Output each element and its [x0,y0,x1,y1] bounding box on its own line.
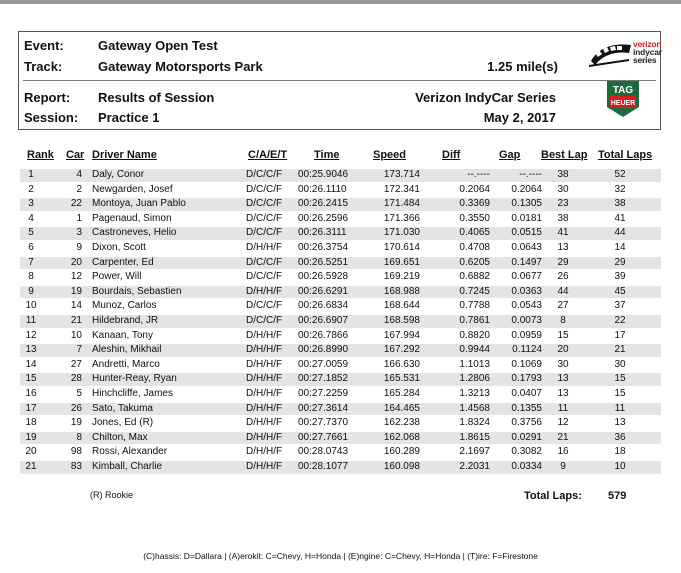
cell-time: 00:26.8990 [298,344,349,356]
cell-time: 00:28.0743 [298,446,349,458]
cell-diff: 1.8615 [459,431,490,443]
cell-caet: D/C/C/F [246,169,283,180]
cell-best-lap: 26 [557,271,569,283]
cell-speed: 172.341 [383,183,420,195]
cell-rank: 20 [25,446,37,458]
cell-gap: 0.0363 [511,285,542,297]
cell-rank: 6 [28,242,34,253]
cell-total-laps: 18 [614,446,626,458]
cell-driver: Pagenaud, Simon [92,212,172,224]
cell-time: 00:26.7866 [298,329,349,341]
cell-car: 14 [70,300,82,312]
cell-speed: 168.988 [383,285,420,297]
verizon-text: verizon [633,39,662,49]
cell-rank: 14 [25,358,37,370]
cell-rank: 19 [25,431,37,443]
table-row [20,359,661,372]
cell-caet: D/H/H/F [246,461,283,472]
cell-time: 00:27.1852 [298,373,349,385]
cell-best-lap: 16 [557,446,569,458]
cell-speed: 169.219 [383,271,420,283]
cell-time: 00:26.2596 [298,212,349,224]
cell-driver: Dixon, Scott [92,242,146,253]
cell-diff: 0.4708 [459,242,490,253]
cell-car: 19 [70,285,82,297]
session-value: Practice 1 [98,110,160,125]
cell-car: 7 [76,344,82,356]
tag-text: TAG [612,85,634,96]
cell-rank: 12 [25,329,37,341]
event-value: Gateway Open Test [98,38,218,53]
cell-rank: 5 [28,227,34,239]
col-total-laps: Total Laps [598,149,653,161]
cell-driver: Castroneves, Helio [92,227,177,239]
table-row [20,446,661,459]
cell-diff: --.---- [467,169,490,180]
series-name: Verizon IndyCar Series [415,90,556,105]
cell-caet: D/C/C/F [246,183,283,195]
col-diff: Diff [442,149,461,161]
cell-car: 8 [76,431,82,443]
cell-driver: Aleshin, Mikhail [92,344,162,356]
cell-best-lap: 29 [557,256,569,268]
cell-time: 00:26.5251 [298,256,349,268]
cell-car: 20 [70,256,82,268]
cell-speed: 167.292 [383,344,420,356]
col-caet: C/A/E/T [248,149,288,161]
cell-total-laps: 17 [614,329,626,341]
cell-car: 10 [70,329,82,341]
cell-rank: 4 [28,212,34,224]
cell-gap: 0.3082 [511,446,542,458]
cell-speed: 171.030 [383,227,420,239]
cell-diff: 0.2064 [459,183,490,195]
cell-driver: Daly, Conor [92,169,145,180]
cell-speed: 164.465 [383,402,420,414]
cell-best-lap: 13 [557,242,569,253]
cell-diff: 0.6882 [459,271,490,283]
cell-time: 00:26.6291 [298,285,349,297]
cell-car: 12 [70,271,82,283]
cell-rank: 18 [25,417,37,429]
cell-driver: Rossi, Alexander [92,446,168,458]
table-row [20,373,661,386]
cell-diff: 1.2806 [459,373,490,385]
cell-gap: 0.0407 [511,388,542,399]
table-row [20,286,661,299]
cell-car: 26 [70,402,82,414]
cell-diff: 1.3213 [459,388,490,399]
cell-caet: D/C/C/F [246,300,283,312]
cell-rank: 2 [28,183,34,195]
cell-car: 9 [76,242,82,253]
cell-gap: 0.0643 [511,242,542,253]
cell-time: 00:27.7370 [298,417,349,429]
cell-rank: 15 [25,373,37,385]
cell-rank: 1 [28,169,34,180]
cell-total-laps: 44 [614,227,626,239]
table-row [20,227,661,240]
cell-total-laps: 10 [614,461,626,472]
session-label: Session: [24,110,79,125]
table-row [20,315,661,328]
cell-car: 2 [76,183,82,195]
cell-best-lap: 12 [557,417,569,429]
cell-gap: 0.0334 [511,461,542,472]
session-date: May 2, 2017 [483,110,556,125]
cell-rank: 7 [28,256,34,268]
cell-speed: 165.284 [383,388,420,399]
cell-gap: 0.0677 [511,271,542,283]
cell-driver: Power, Will [92,271,142,283]
cell-car: 4 [76,169,82,180]
cell-total-laps: 11 [614,402,626,414]
total-laps-label: Total Laps: [524,490,582,502]
cell-total-laps: 45 [614,285,626,297]
cell-total-laps: 22 [614,315,626,326]
cell-time: 00:27.0059 [298,358,349,370]
cell-gap: 0.1793 [511,373,542,385]
cell-diff: 0.3550 [459,212,490,224]
tag-heuer-logo [605,79,641,119]
top-divider [0,0,681,4]
cell-gap: 0.0515 [511,227,542,239]
cell-time: 00:26.6834 [298,300,349,312]
table-row [20,432,661,445]
cell-speed: 171.366 [383,212,420,224]
header-divider [23,80,656,81]
cell-car: 21 [70,315,82,326]
cell-driver: Hunter-Reay, Ryan [92,373,177,385]
cell-best-lap: 8 [560,315,566,326]
cell-diff: 0.7788 [459,300,490,312]
report-label: Report: [24,90,71,105]
cell-speed: 170.614 [383,242,420,253]
cell-driver: Montoya, Juan Pablo [92,198,186,210]
cell-rank: 3 [28,198,34,210]
cell-time: 00:28.1077 [298,461,349,472]
cell-caet: D/H/H/F [246,285,283,297]
cell-total-laps: 13 [614,417,626,429]
cell-car: 3 [76,227,82,239]
cell-caet: D/C/C/F [246,271,283,283]
cell-speed: 173.714 [383,169,420,180]
cell-car: 5 [76,388,82,399]
cell-best-lap: 15 [557,329,569,341]
col-gap: Gap [499,149,521,161]
table-row [20,403,661,416]
cell-driver: Kanaan, Tony [92,329,153,341]
cell-total-laps: 39 [614,271,626,283]
table-row [20,198,661,211]
report-value: Results of Session [98,90,215,105]
cell-total-laps: 15 [614,388,626,399]
table-row [20,461,661,474]
cell-caet: D/C/C/F [246,256,283,268]
rookie-note: (R) Rookie [90,490,134,500]
cell-best-lap: 38 [557,212,569,224]
cell-best-lap: 13 [557,388,569,399]
track-label: Track: [24,59,63,74]
cell-gap: 0.1355 [511,402,542,414]
cell-time: 00:26.5928 [298,271,349,283]
cell-time: 00:26.1110 [298,183,347,195]
cell-caet: D/C/C/F [246,227,283,239]
cell-rank: 16 [25,388,37,399]
cell-gap: 0.0291 [511,431,542,443]
cell-rank: 17 [25,402,37,414]
cell-total-laps: 30 [614,358,626,370]
col-time: Time [314,149,340,161]
cell-driver: Andretti, Marco [92,358,160,370]
cell-total-laps: 21 [614,344,626,356]
cell-caet: D/H/H/F [246,344,283,356]
cell-total-laps: 15 [614,373,626,385]
results-table-header [0,149,681,163]
cell-caet: D/H/H/F [246,242,283,253]
table-row [20,388,661,401]
cell-driver: Chilton, Max [92,431,148,443]
cell-gap: --.---- [519,169,542,180]
track-value: Gateway Motorsports Park [98,59,263,74]
cell-best-lap: 38 [557,169,569,180]
cell-gap: 0.0073 [511,315,542,326]
cell-rank: 13 [25,344,37,356]
table-row [20,213,661,226]
indycar-text: indycar [633,47,662,57]
cell-total-laps: 32 [614,183,626,195]
col-best-lap: Best Lap [541,149,588,161]
cell-speed: 162.238 [383,417,420,429]
col-rank: Rank [27,149,54,161]
cell-total-laps: 14 [614,242,626,253]
cell-diff: 1.1013 [459,358,490,370]
cell-caet: D/C/C/F [246,315,283,326]
cell-caet: D/H/H/F [246,373,283,385]
cell-diff: 0.3369 [459,198,490,210]
cell-rank: 9 [28,285,34,297]
cell-rank: 11 [25,315,37,326]
cell-speed: 165.531 [383,373,420,385]
cell-driver: Hinchcliffe, James [92,388,173,399]
cell-time: 00:27.7661 [298,431,349,443]
cell-gap: 0.1069 [511,358,542,370]
cell-speed: 166.630 [383,358,420,370]
table-row [20,330,661,343]
table-row [20,257,661,270]
cell-total-laps: 38 [614,198,626,210]
cell-car: 1 [76,212,82,224]
cell-driver: Jones, Ed (R) [92,417,154,429]
cell-best-lap: 30 [557,183,569,195]
cell-total-laps: 37 [614,300,626,312]
cell-speed: 162.068 [383,431,420,443]
verizon-indycar-logo [589,39,662,68]
cell-gap: 0.0181 [511,212,542,224]
cell-caet: D/H/H/F [246,446,283,458]
cell-rank: 8 [28,271,34,283]
cell-car: 19 [70,417,82,429]
cell-time: 00:27.2259 [298,388,349,399]
cell-total-laps: 36 [614,431,626,443]
cell-time: 00:26.3754 [298,242,349,253]
cell-time: 00:27.3614 [298,402,349,414]
cell-caet: D/H/H/F [246,402,283,414]
cell-time: 00:26.3111 [298,227,347,239]
cell-speed: 168.644 [383,300,420,312]
table-row [20,417,661,430]
cell-driver: Sato, Takuma [92,402,153,414]
cell-driver: Carpenter, Ed [92,256,154,268]
col-speed: Speed [373,149,407,161]
cell-best-lap: 13 [557,373,569,385]
cell-best-lap: 21 [557,431,569,443]
cell-caet: D/C/C/F [246,212,283,224]
legend-footnote: (C)hassis: D=Dallara | (A)erokit: C=Chevy, H=Honda | (E)ngine: C=Chevy, H=Honda | (T)ire: F=Firestone [143,551,538,561]
cell-caet: D/C/C/F [246,198,283,210]
cell-driver: Newgarden, Josef [92,183,173,195]
checkered-flag-icon [589,41,633,67]
report-header [18,31,661,130]
cell-car: 22 [70,198,82,210]
cell-speed: 168.598 [383,315,420,326]
cell-driver: Hildebrand, JR [92,315,159,326]
cell-diff: 0.7861 [459,315,490,326]
table-row [20,300,661,313]
cell-diff: 0.9944 [459,344,490,356]
cell-gap: 0.3756 [511,417,542,429]
table-row [20,344,661,357]
cell-speed: 160.289 [383,446,420,458]
series-text: series [633,55,657,65]
cell-caet: D/H/H/F [246,431,283,443]
cell-gap: 0.1497 [511,256,542,268]
cell-caet: D/H/H/F [246,417,283,429]
cell-rank: 10 [25,300,37,312]
cell-diff: 2.2031 [459,461,490,472]
cell-speed: 169.651 [383,256,420,268]
cell-diff: 1.4568 [459,402,490,414]
cell-gap: 0.0543 [511,300,542,312]
event-label: Event: [24,38,64,53]
cell-time: 00:26.2415 [298,198,349,210]
table-row [20,184,661,197]
cell-best-lap: 11 [557,402,569,414]
cell-diff: 0.7245 [459,285,490,297]
cell-car: 28 [70,373,82,385]
cell-best-lap: 23 [557,198,569,210]
cell-gap: 0.1124 [512,344,542,356]
cell-diff: 2.1697 [459,446,490,458]
cell-best-lap: 44 [557,285,569,297]
table-row [20,169,661,182]
cell-rank: 21 [25,461,37,472]
cell-best-lap: 30 [557,358,569,370]
cell-diff: 1.8324 [459,417,490,429]
cell-diff: 0.8820 [459,329,490,341]
cell-caet: D/H/H/F [246,358,283,370]
cell-driver: Munoz, Carlos [92,300,157,312]
table-row [20,242,661,255]
cell-driver: Kimball, Charlie [92,461,163,472]
cell-caet: D/H/H/F [246,388,283,399]
cell-diff: 0.6205 [459,256,490,268]
heuer-text: HEUER [610,100,636,107]
cell-time: 00:25.9046 [298,169,349,180]
cell-total-laps: 29 [614,256,626,268]
cell-best-lap: 41 [557,227,569,239]
cell-car: 27 [70,358,82,370]
col-car: Car [66,149,85,161]
cell-car: 98 [70,446,82,458]
total-laps-value: 579 [608,490,627,502]
cell-total-laps: 52 [614,169,626,180]
cell-total-laps: 41 [614,212,626,224]
cell-gap: 0.1305 [511,198,542,210]
cell-diff: 0.4065 [459,227,490,239]
cell-driver: Bourdais, Sebastien [92,285,182,297]
cell-speed: 171.484 [383,198,420,210]
cell-caet: D/H/H/F [246,329,283,341]
cell-gap: 0.2064 [511,183,542,195]
cell-best-lap: 9 [560,461,566,472]
col-driver: Driver Name [92,149,157,161]
cell-speed: 160.098 [383,461,420,472]
cell-best-lap: 20 [557,344,569,356]
cell-gap: 0.0959 [511,329,542,341]
table-row [20,271,661,284]
track-length: 1.25 mile(s) [487,59,558,74]
cell-time: 00:26.6907 [298,315,349,326]
cell-car: 83 [70,461,82,472]
cell-speed: 167.994 [383,329,420,341]
cell-best-lap: 27 [557,300,569,312]
